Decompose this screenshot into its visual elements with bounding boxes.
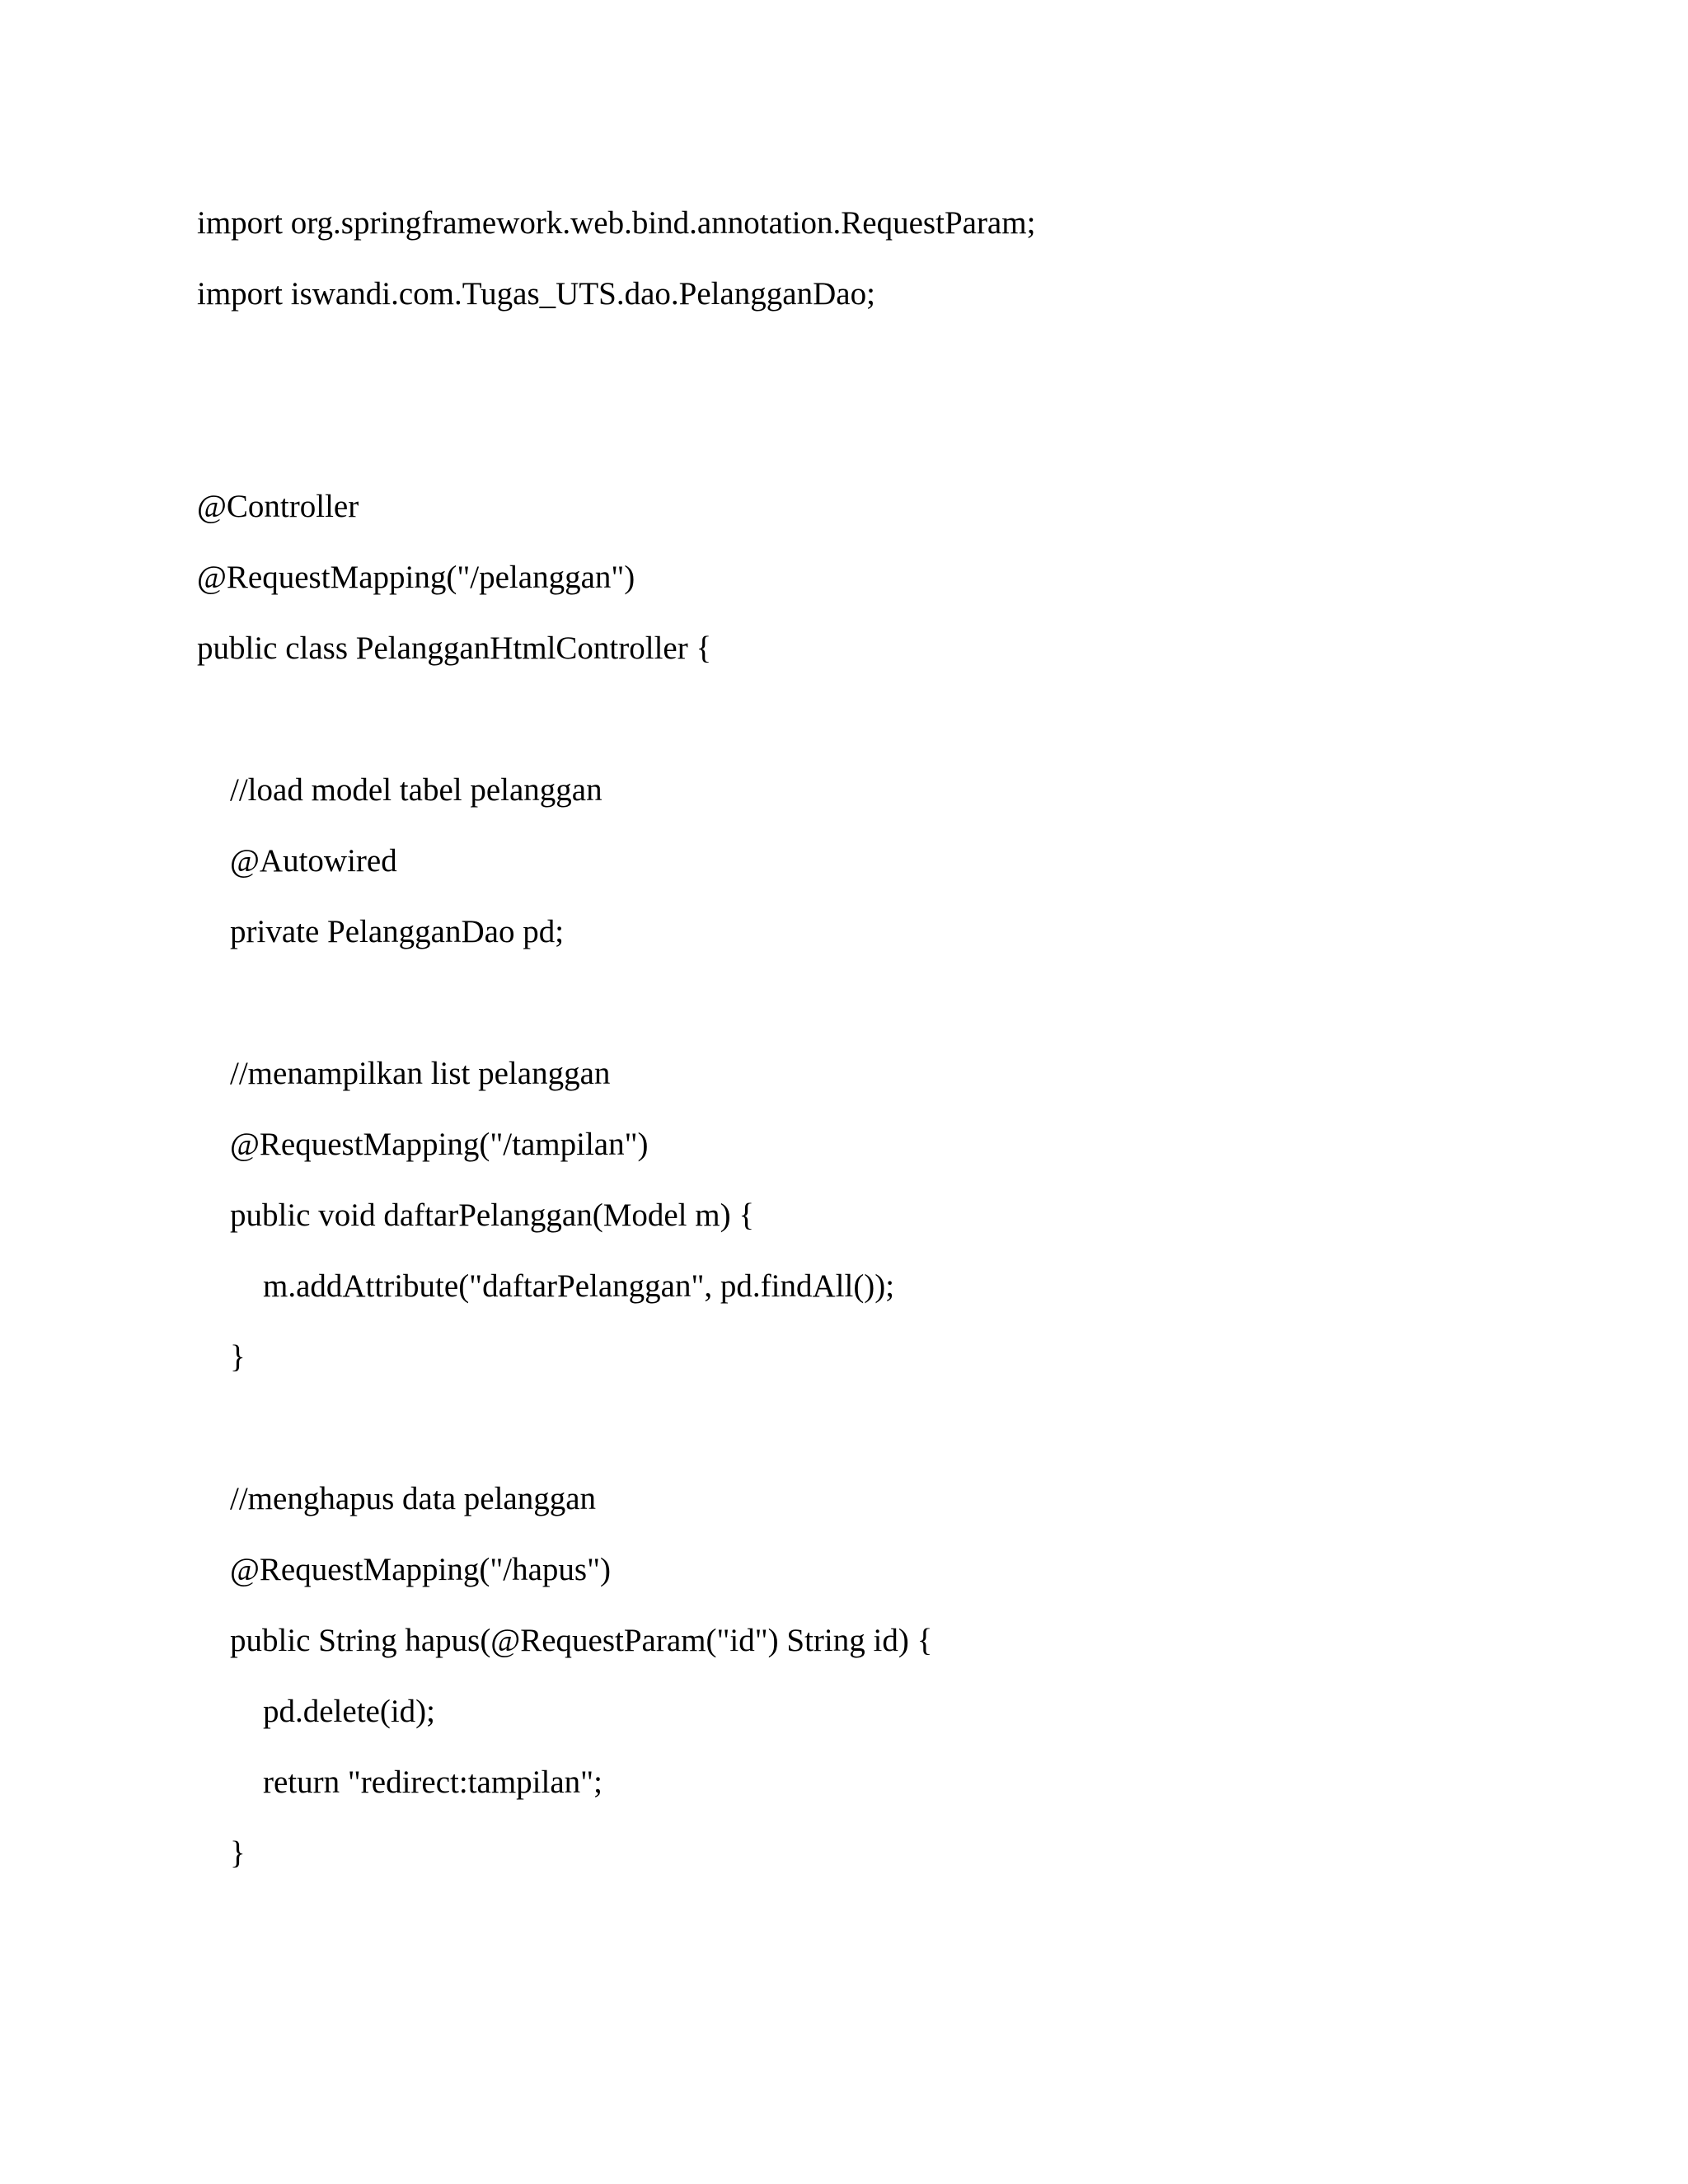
code-line: } bbox=[230, 1339, 246, 1375]
code-line: import org.springframework.web.bind.annotation.RequestParam; bbox=[197, 205, 1036, 241]
blank-line bbox=[197, 684, 1598, 755]
blank-line bbox=[197, 401, 1598, 471]
code-line: private PelangganDao pd; bbox=[230, 914, 565, 949]
code-comment: //load model tabel pelanggan bbox=[230, 772, 603, 808]
code-listing bbox=[197, 188, 1598, 1889]
blank-line bbox=[197, 968, 1598, 1038]
code-line: return "redirect:tampilan"; bbox=[263, 1765, 603, 1800]
blank-line bbox=[197, 330, 1598, 401]
blank-line bbox=[197, 1393, 1598, 1464]
code-line: public String hapus(@RequestParam("id") String id) { bbox=[230, 1623, 933, 1658]
code-line: public void daftarPelanggan(Model m) { bbox=[230, 1197, 755, 1233]
code-line: @RequestMapping("/tampilan") bbox=[230, 1127, 649, 1162]
code-line: } bbox=[230, 1835, 246, 1871]
code-line: @RequestMapping("/pelanggan") bbox=[197, 560, 635, 595]
code-line: m.addAttribute("daftarPelanggan", pd.findAll()); bbox=[263, 1268, 895, 1304]
code-line: @Controller bbox=[197, 489, 359, 524]
code-line: public class PelangganHtmlController { bbox=[197, 630, 712, 666]
code-line: @Autowired bbox=[230, 843, 397, 879]
code-comment: //menampilkan list pelanggan bbox=[230, 1056, 611, 1091]
code-line: @RequestMapping("/hapus") bbox=[230, 1552, 612, 1587]
code-line: import iswandi.com.Tugas_UTS.dao.PelangganDao; bbox=[197, 276, 875, 312]
code-comment: //menghapus data pelanggan bbox=[230, 1481, 597, 1516]
code-line: pd.delete(id); bbox=[263, 1694, 435, 1729]
